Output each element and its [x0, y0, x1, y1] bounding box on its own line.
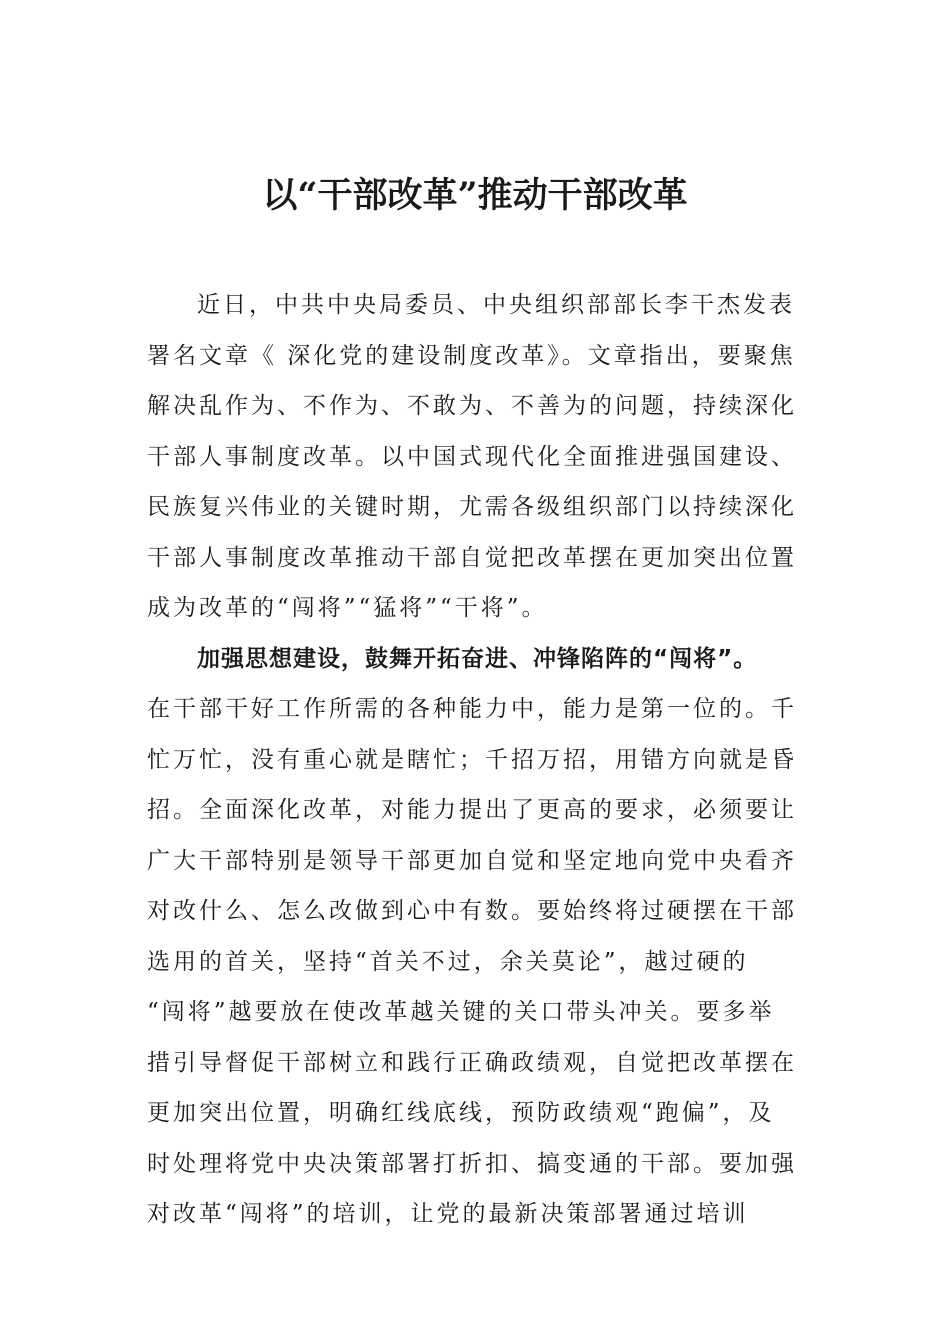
document-body [147, 280, 807, 1240]
paragraph-line: 近日，中共中央局委员、中央组织部部长李干杰发表 [197, 292, 795, 318]
paragraph-line: 忙万忙，没有重心就是瞎忙；千招万招，用错方向就是昏 [147, 746, 797, 773]
paragraph-line: 广大干部特别是领导干部更加自觉和坚定地向党中央看齐 [147, 847, 797, 874]
paragraph-line: 招。全面深化改革，对能力提出了更高的要求，必须要让 [147, 797, 797, 823]
paragraph-line: 时处理将党中央决策部署打折扣、搞变通的干部。要加强 [147, 1150, 797, 1177]
section-lead-heading: 加强思想建设，鼓舞开拓奋进、冲锋陷阵的“闯将”。 [197, 645, 758, 672]
paragraph-line: 民族复兴伟业的关键时期，尤需各级组织部门以持续深化 [147, 494, 797, 520]
paragraph-line: 选用的首关，坚持“首关不过，余关莫论”，越过硬的 [147, 948, 749, 975]
paragraph-line: 解决乱作为、不作为、不敢为、不善为的问题，持续深化 [147, 393, 797, 419]
paragraph-line: 更加突出位置，明确红线底线，预防政绩观“跑偏”，及 [147, 1100, 775, 1126]
paragraph-line: 干部人事制度改革。以中国式现代化全面推进强国建设、 [147, 443, 797, 470]
document-title: 以“干部改革”推动干部改革 [262, 175, 688, 216]
paragraph-line: “闯将”越要放在使改革越关键的关口带头冲关。要多举 [147, 999, 775, 1025]
paragraph-line: 干部人事制度改革推动干部自觉把改革摆在更加突出位置 [147, 544, 797, 571]
paragraph-line: 在干部干好工作所需的各种能力中，能力是第一位的。千 [147, 696, 797, 722]
paragraph-line: 成为改革的“闯将”“猛将”“干将”。 [147, 595, 548, 621]
paragraph-line: 措引导督促干部树立和践行正确政绩观，自觉把改革摆在 [147, 1049, 797, 1076]
paragraph-line: 署名文章《 深化党的建设制度改革》。文章指出，要聚焦 [147, 342, 796, 369]
paragraph-line: 对改什么、怎么改做到心中有数。要始终将过硬摆在干部 [147, 898, 797, 924]
paragraph-line: 对改革“闯将”的培训，让党的最新决策部署通过培训 [147, 1201, 749, 1227]
